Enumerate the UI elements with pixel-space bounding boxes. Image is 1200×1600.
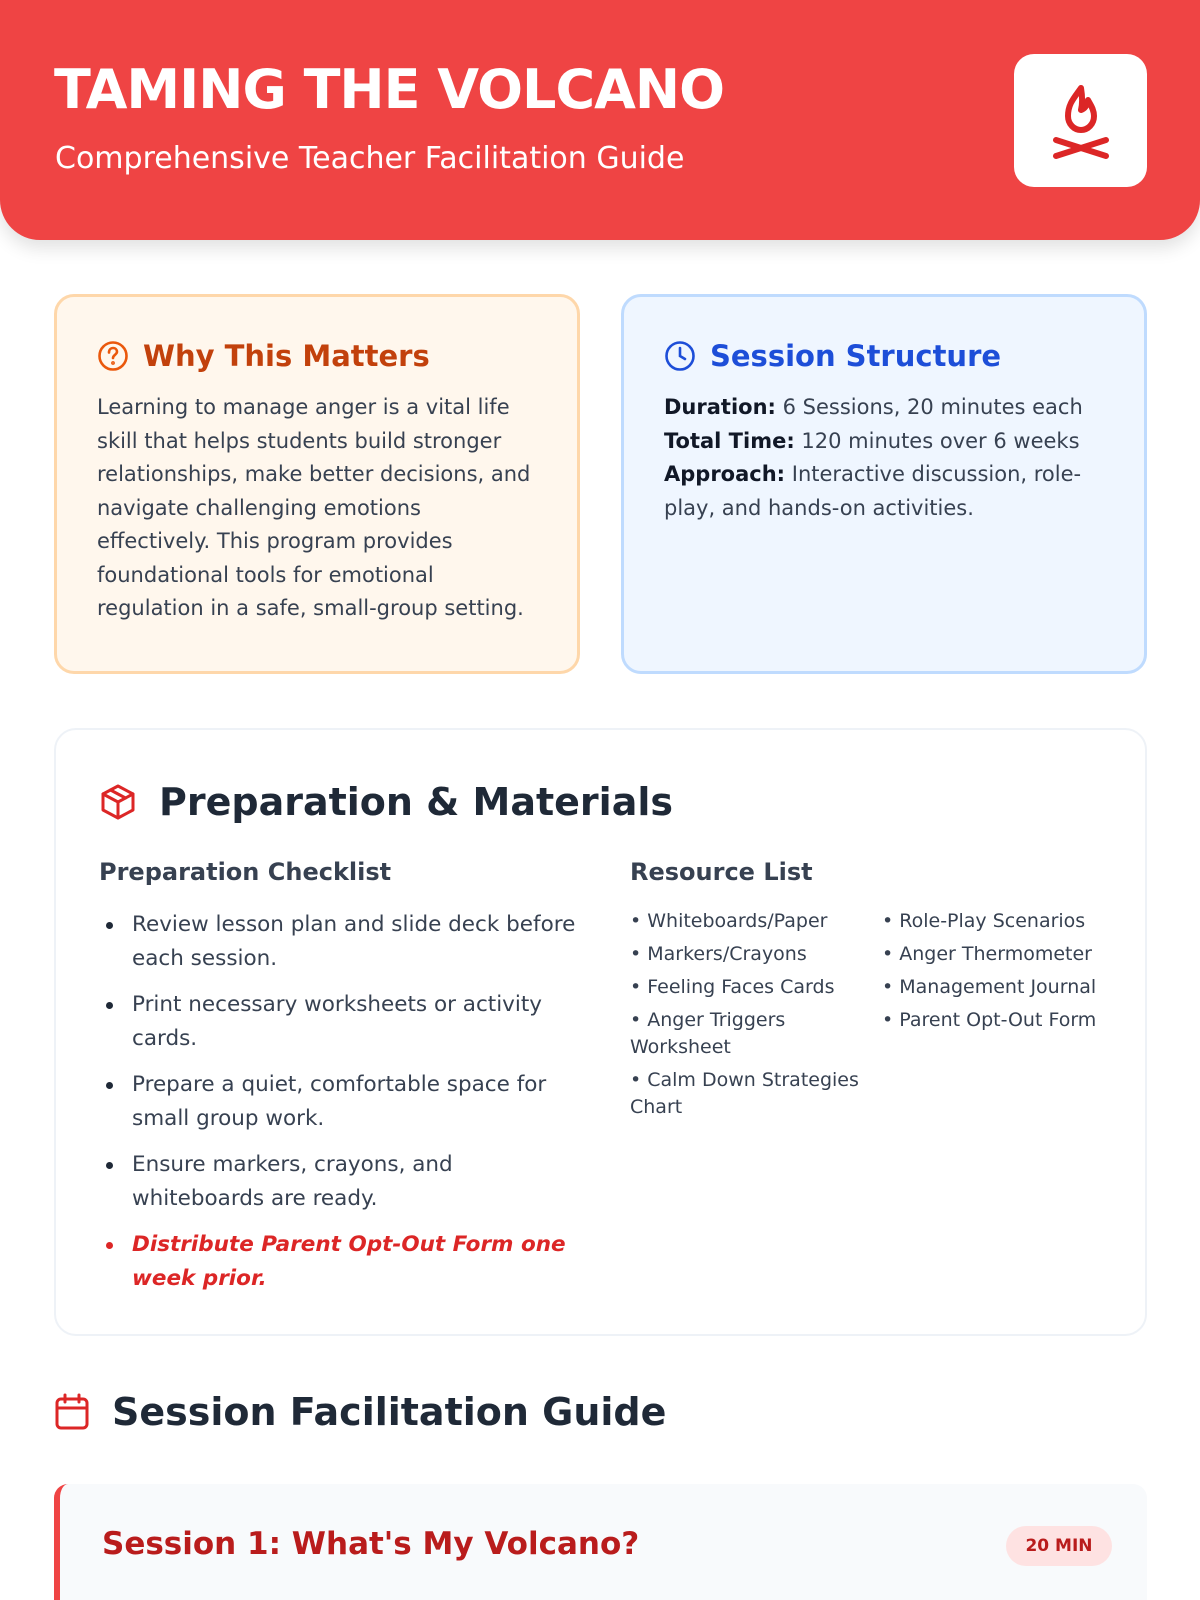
- session-1-title: Session 1: What's My Volcano?: [102, 1526, 640, 1562]
- calendar-icon: [54, 1393, 90, 1431]
- resource-list-title: Resource List: [630, 858, 813, 886]
- resource-list-left: [630, 908, 860, 1127]
- campfire-icon: [1050, 82, 1112, 160]
- resource-item: • Feeling Faces Cards: [630, 976, 835, 998]
- guide-title: Session Facilitation Guide: [112, 1390, 667, 1434]
- duration-label: Duration:: [664, 395, 776, 419]
- session-guide-heading: [54, 1390, 666, 1434]
- package-icon: [99, 783, 137, 821]
- resource-item: • Role-Play Scenarios: [882, 910, 1086, 932]
- page-title: TAMING THE VOLCANO: [54, 58, 724, 121]
- approach-label: Approach:: [664, 462, 786, 486]
- duration-badge: 20 MIN: [1006, 1526, 1112, 1566]
- resource-item: • Anger Thermometer: [882, 943, 1092, 965]
- clock-icon: [664, 340, 696, 372]
- logo-tile: [1014, 54, 1147, 187]
- total-time-value: 120 minutes over 6 weeks: [794, 428, 1080, 453]
- checklist-item: Print necessary worksheets or activity cards.: [99, 988, 589, 1055]
- resource-item: • Markers/Crayons: [630, 943, 807, 965]
- checklist-title: Preparation Checklist: [99, 858, 392, 886]
- resource-item: • Management Journal: [882, 976, 1097, 998]
- checklist-item: Ensure markers, crayons, and whiteboards are ready.: [99, 1148, 589, 1215]
- why-body: Learning to manage anger is a vital life skill that helps students build stronger relationships, make better decisions, and navigate challenging emotions effectively. This program provides foundational tools for emotional regulation in a safe, small-group setting.: [97, 395, 531, 620]
- prep-title: Preparation & Materials: [159, 780, 673, 824]
- duration-value: 6 Sessions, 20 minutes each: [775, 395, 1083, 419]
- approach-line: [664, 458, 1104, 525]
- resource-item: • Calm Down Strategies Chart: [630, 1069, 859, 1118]
- session-1-card[interactable]: [54, 1484, 1147, 1600]
- question-circle-icon: [97, 340, 129, 372]
- resource-item: • Anger Triggers Worksheet: [630, 1009, 786, 1058]
- total-time-line: [664, 425, 1104, 459]
- approach-value: Interactive discussion, role-play, and hands-on activities.: [664, 462, 1082, 520]
- total-time-label: Total Time:: [664, 428, 795, 453]
- resource-list-right: [882, 908, 1112, 1040]
- session-structure-card: [621, 294, 1147, 674]
- preparation-checklist: [99, 908, 589, 1308]
- duration-line: [664, 391, 1104, 425]
- structure-title: Session Structure: [710, 339, 1002, 373]
- structure-body: [664, 391, 1104, 525]
- why-title: Why This Matters: [143, 339, 430, 373]
- checklist-item: Prepare a quiet, comfortable space for small group work.: [99, 1068, 589, 1135]
- page-subtitle: Comprehensive Teacher Facilitation Guide: [55, 141, 685, 176]
- resource-item: • Parent Opt-Out Form: [882, 1009, 1097, 1031]
- header-banner: [0, 0, 1200, 240]
- checklist-item: Review lesson plan and slide deck before each session.: [99, 908, 589, 975]
- preparation-materials-section: [54, 728, 1147, 1336]
- checklist-item-alert: Distribute Parent Opt-Out Form one week prior.: [99, 1228, 589, 1295]
- resource-item: • Whiteboards/Paper: [630, 910, 828, 932]
- why-this-matters-card: [54, 294, 580, 674]
